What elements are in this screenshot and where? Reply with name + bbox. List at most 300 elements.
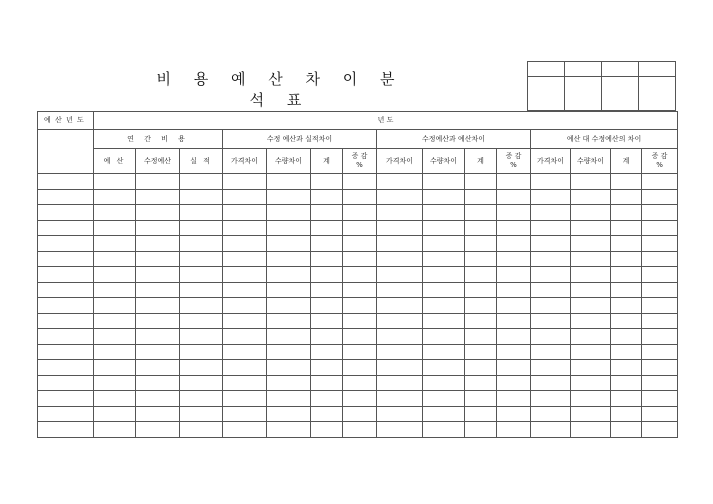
value-cell[interactable] [377,282,423,298]
item-cell[interactable] [38,391,94,407]
value-cell[interactable] [611,220,642,236]
value-cell[interactable] [531,220,571,236]
table-row [38,205,678,221]
value-cell[interactable] [611,282,642,298]
value-cell[interactable] [180,236,223,252]
value-cell[interactable] [311,174,343,190]
table-row [38,189,678,205]
approval-header-cell[interactable] [528,62,565,77]
value-cell[interactable] [267,220,311,236]
value-cell[interactable] [571,406,611,422]
form-title: 비 용 예 산 차 이 분 석 표 [156,70,404,109]
value-cell[interactable] [223,313,267,329]
value-cell[interactable] [180,391,223,407]
value-cell[interactable] [94,344,136,360]
approval-header-cell[interactable] [639,62,676,77]
value-cell[interactable] [267,422,311,438]
table-row [38,360,678,376]
approval-header-cell[interactable] [565,62,602,77]
value-cell[interactable] [377,391,423,407]
value-cell[interactable] [531,205,571,221]
value-cell[interactable] [423,220,465,236]
value-cell[interactable] [136,174,180,190]
value-cell[interactable] [311,220,343,236]
value-cell[interactable] [377,236,423,252]
group-header-budget-vs-revised: 예산 대 수정예산의 차이 [531,130,678,149]
value-cell[interactable] [642,391,678,407]
value-cell[interactable] [180,406,223,422]
value-cell[interactable] [642,313,678,329]
table-row [38,267,678,283]
value-cell[interactable] [223,236,267,252]
value-cell[interactable] [611,360,642,376]
value-cell[interactable] [571,220,611,236]
value-cell[interactable] [531,251,571,267]
value-cell[interactable] [343,313,377,329]
value-cell[interactable] [136,236,180,252]
value-cell[interactable] [611,391,642,407]
value-cell[interactable] [136,189,180,205]
value-cell[interactable] [531,360,571,376]
value-cell[interactable] [377,375,423,391]
value-cell[interactable] [423,344,465,360]
value-cell[interactable] [423,267,465,283]
item-cell[interactable] [38,205,94,221]
value-cell[interactable] [180,313,223,329]
value-cell[interactable] [180,189,223,205]
value-cell[interactable] [611,406,642,422]
item-cell[interactable] [38,422,94,438]
value-cell[interactable] [377,298,423,314]
value-cell[interactable] [642,189,678,205]
value-cell[interactable] [531,344,571,360]
change-label: 증 감 [351,152,368,160]
value-cell[interactable] [465,267,497,283]
value-cell[interactable] [343,236,377,252]
value-cell[interactable] [136,391,180,407]
value-cell[interactable] [611,329,642,345]
value-cell[interactable] [94,422,136,438]
value-cell[interactable] [223,251,267,267]
value-cell[interactable] [423,205,465,221]
value-cell[interactable] [136,298,180,314]
value-cell[interactable] [311,360,343,376]
value-cell[interactable] [611,375,642,391]
value-cell[interactable] [423,406,465,422]
value-cell[interactable] [94,189,136,205]
value-cell[interactable] [571,344,611,360]
value-cell[interactable] [180,205,223,221]
value-cell[interactable] [343,174,377,190]
value-cell[interactable] [267,298,311,314]
value-cell[interactable] [423,174,465,190]
value-cell[interactable] [642,251,678,267]
approval-sign-cell[interactable] [528,77,565,111]
value-cell[interactable] [611,422,642,438]
value-cell[interactable] [136,344,180,360]
value-cell[interactable] [343,375,377,391]
value-cell[interactable] [94,251,136,267]
value-cell[interactable] [465,205,497,221]
value-cell[interactable] [223,267,267,283]
value-cell[interactable] [611,205,642,221]
value-cell[interactable] [343,360,377,376]
change-label: 증 감 [651,152,668,160]
value-cell[interactable] [465,236,497,252]
value-cell[interactable] [465,313,497,329]
value-cell[interactable] [571,205,611,221]
value-cell[interactable] [180,329,223,345]
value-cell[interactable] [180,360,223,376]
value-cell[interactable] [94,329,136,345]
value-cell[interactable] [136,406,180,422]
value-cell[interactable] [267,313,311,329]
value-cell[interactable] [423,391,465,407]
value-cell[interactable] [180,220,223,236]
value-cell[interactable] [267,267,311,283]
value-cell[interactable] [267,189,311,205]
value-cell[interactable] [311,267,343,283]
value-cell[interactable] [223,360,267,376]
value-cell[interactable] [311,205,343,221]
value-cell[interactable] [571,267,611,283]
value-cell[interactable] [642,267,678,283]
value-cell[interactable] [571,422,611,438]
value-cell[interactable] [180,282,223,298]
value-cell[interactable] [136,313,180,329]
value-cell[interactable] [377,313,423,329]
item-cell[interactable] [38,189,94,205]
value-cell[interactable] [465,329,497,345]
value-cell[interactable] [311,282,343,298]
value-cell[interactable] [611,313,642,329]
value-cell[interactable] [642,406,678,422]
value-cell[interactable] [642,329,678,345]
value-cell[interactable] [267,391,311,407]
value-cell[interactable] [611,267,642,283]
value-cell[interactable] [497,298,531,314]
item-cell[interactable] [38,375,94,391]
value-cell[interactable] [571,329,611,345]
value-cell[interactable] [497,329,531,345]
col-header-quantity-variance: 수량차이 [423,149,465,174]
value-cell[interactable] [611,174,642,190]
value-cell[interactable] [497,189,531,205]
value-cell[interactable] [642,220,678,236]
value-cell[interactable] [267,375,311,391]
value-cell[interactable] [642,174,678,190]
value-cell[interactable] [180,422,223,438]
value-cell[interactable] [180,267,223,283]
value-cell[interactable] [465,251,497,267]
approval-sign-cell[interactable] [602,77,639,111]
value-cell[interactable] [531,236,571,252]
value-cell[interactable] [571,251,611,267]
value-cell[interactable] [343,205,377,221]
value-cell[interactable] [531,298,571,314]
value-cell[interactable] [223,375,267,391]
value-cell[interactable] [311,329,343,345]
value-cell[interactable] [377,189,423,205]
value-cell[interactable] [223,298,267,314]
value-cell[interactable] [377,251,423,267]
value-cell[interactable] [377,422,423,438]
value-cell[interactable] [180,174,223,190]
value-cell[interactable] [343,422,377,438]
value-cell[interactable] [311,344,343,360]
value-cell[interactable] [223,174,267,190]
value-cell[interactable] [377,205,423,221]
value-cell[interactable] [497,422,531,438]
value-cell[interactable] [531,267,571,283]
budget-year-label: 예 산 년 도 [38,112,94,130]
value-cell[interactable] [136,267,180,283]
value-cell[interactable] [180,344,223,360]
item-cell[interactable] [38,298,94,314]
value-cell[interactable] [497,205,531,221]
value-cell[interactable] [571,189,611,205]
value-cell[interactable] [94,267,136,283]
item-cell[interactable] [38,329,94,345]
col-header-change-percent [343,149,377,174]
item-cell[interactable] [38,220,94,236]
value-cell[interactable] [343,329,377,345]
value-cell[interactable] [423,251,465,267]
value-cell[interactable] [223,189,267,205]
item-cell[interactable] [38,251,94,267]
value-cell[interactable] [223,344,267,360]
value-cell[interactable] [497,375,531,391]
value-cell[interactable] [497,220,531,236]
value-cell[interactable] [94,236,136,252]
value-cell[interactable] [136,251,180,267]
value-cell[interactable] [465,282,497,298]
value-cell[interactable] [267,329,311,345]
value-cell[interactable] [571,282,611,298]
value-cell[interactable] [377,220,423,236]
value-cell[interactable] [311,313,343,329]
value-cell[interactable] [267,282,311,298]
value-cell[interactable] [343,406,377,422]
value-cell[interactable] [423,313,465,329]
value-cell[interactable] [136,329,180,345]
value-cell[interactable] [497,313,531,329]
value-cell[interactable] [642,360,678,376]
value-cell[interactable] [465,344,497,360]
item-cell[interactable] [38,282,94,298]
value-cell[interactable] [611,251,642,267]
value-cell[interactable] [267,174,311,190]
value-cell[interactable] [267,360,311,376]
value-cell[interactable] [611,298,642,314]
value-cell[interactable] [94,313,136,329]
value-cell[interactable] [377,329,423,345]
item-cell[interactable] [38,313,94,329]
col-header-quantity-variance: 수량차이 [571,149,611,174]
value-cell[interactable] [223,422,267,438]
item-cell[interactable] [38,360,94,376]
value-cell[interactable] [94,220,136,236]
value-cell[interactable] [223,391,267,407]
value-cell[interactable] [267,236,311,252]
value-cell[interactable] [465,375,497,391]
item-cell[interactable] [38,236,94,252]
value-cell[interactable] [465,422,497,438]
value-cell[interactable] [531,375,571,391]
value-cell[interactable] [642,205,678,221]
value-cell[interactable] [343,220,377,236]
value-cell[interactable] [497,406,531,422]
value-cell[interactable] [571,298,611,314]
value-cell[interactable] [377,267,423,283]
value-cell[interactable] [531,174,571,190]
value-cell[interactable] [531,422,571,438]
item-cell[interactable] [38,406,94,422]
value-cell[interactable] [267,251,311,267]
value-cell[interactable] [94,375,136,391]
col-header-change-percent [642,149,678,174]
value-cell[interactable] [136,282,180,298]
value-cell[interactable] [497,360,531,376]
value-cell[interactable] [267,344,311,360]
value-cell[interactable] [343,391,377,407]
value-cell[interactable] [497,344,531,360]
value-cell[interactable] [311,251,343,267]
value-cell[interactable] [642,298,678,314]
value-cell[interactable] [311,236,343,252]
value-cell[interactable] [343,282,377,298]
value-cell[interactable] [571,174,611,190]
value-cell[interactable] [571,375,611,391]
value-cell[interactable] [531,406,571,422]
value-cell[interactable] [465,406,497,422]
value-cell[interactable] [423,236,465,252]
budget-year-field[interactable] [94,112,678,130]
value-cell[interactable] [223,329,267,345]
value-cell[interactable] [571,236,611,252]
value-cell[interactable] [180,298,223,314]
value-cell[interactable] [94,205,136,221]
value-cell[interactable] [465,391,497,407]
value-cell[interactable] [642,375,678,391]
value-cell[interactable] [136,375,180,391]
value-cell[interactable] [497,282,531,298]
value-cell[interactable] [423,282,465,298]
value-cell[interactable] [531,189,571,205]
value-cell[interactable] [497,391,531,407]
value-cell[interactable] [642,236,678,252]
value-cell[interactable] [611,236,642,252]
value-cell[interactable] [94,406,136,422]
value-cell[interactable] [180,375,223,391]
percent-label: % [510,161,517,169]
approval-sign-cell[interactable] [639,77,676,111]
value-cell[interactable] [465,360,497,376]
value-cell[interactable] [465,220,497,236]
value-cell[interactable] [497,236,531,252]
value-cell[interactable] [343,298,377,314]
value-cell[interactable] [223,282,267,298]
item-cell[interactable] [38,174,94,190]
value-cell[interactable] [423,422,465,438]
value-cell[interactable] [136,422,180,438]
value-cell[interactable] [497,174,531,190]
value-cell[interactable] [423,298,465,314]
value-cell[interactable] [571,391,611,407]
value-cell[interactable] [267,406,311,422]
value-cell[interactable] [311,375,343,391]
item-header-cell [38,130,94,174]
value-cell[interactable] [571,360,611,376]
value-cell[interactable] [223,220,267,236]
group-header-revised-vs-budget: 수정예산과 예산차이 [377,130,531,149]
group-header-annual-cost: 연 간 비 용 [94,130,223,149]
value-cell[interactable] [497,251,531,267]
value-cell[interactable] [377,360,423,376]
value-cell[interactable] [611,344,642,360]
value-cell[interactable] [423,329,465,345]
approval-header-cell[interactable] [602,62,639,77]
value-cell[interactable] [642,282,678,298]
item-cell[interactable] [38,267,94,283]
value-cell[interactable] [94,391,136,407]
value-cell[interactable] [223,406,267,422]
value-cell[interactable] [531,329,571,345]
value-cell[interactable] [223,205,267,221]
value-cell[interactable] [136,360,180,376]
value-cell[interactable] [94,298,136,314]
value-cell[interactable] [377,406,423,422]
value-cell[interactable] [423,360,465,376]
value-cell[interactable] [94,282,136,298]
value-cell[interactable] [311,406,343,422]
value-cell[interactable] [343,344,377,360]
value-cell[interactable] [531,391,571,407]
value-cell[interactable] [311,391,343,407]
value-cell[interactable] [423,375,465,391]
value-cell[interactable] [267,205,311,221]
value-cell[interactable] [531,282,571,298]
value-cell[interactable] [377,174,423,190]
value-cell[interactable] [311,189,343,205]
table-row [38,298,678,314]
value-cell[interactable] [343,189,377,205]
value-cell[interactable] [465,298,497,314]
value-cell[interactable] [311,298,343,314]
value-cell[interactable] [642,344,678,360]
value-cell[interactable] [642,422,678,438]
item-cell[interactable] [38,344,94,360]
value-cell[interactable] [311,422,343,438]
value-cell[interactable] [136,220,180,236]
value-cell[interactable] [136,205,180,221]
value-cell[interactable] [343,267,377,283]
value-cell[interactable] [423,189,465,205]
value-cell[interactable] [571,313,611,329]
value-cell[interactable] [377,344,423,360]
value-cell[interactable] [465,174,497,190]
value-cell[interactable] [497,267,531,283]
value-cell[interactable] [531,313,571,329]
approval-sign-cell[interactable] [565,77,602,111]
value-cell[interactable] [94,360,136,376]
value-cell[interactable] [465,189,497,205]
value-cell[interactable] [343,251,377,267]
value-cell[interactable] [180,251,223,267]
value-cell[interactable] [94,174,136,190]
value-cell[interactable] [611,189,642,205]
table-row [38,282,678,298]
